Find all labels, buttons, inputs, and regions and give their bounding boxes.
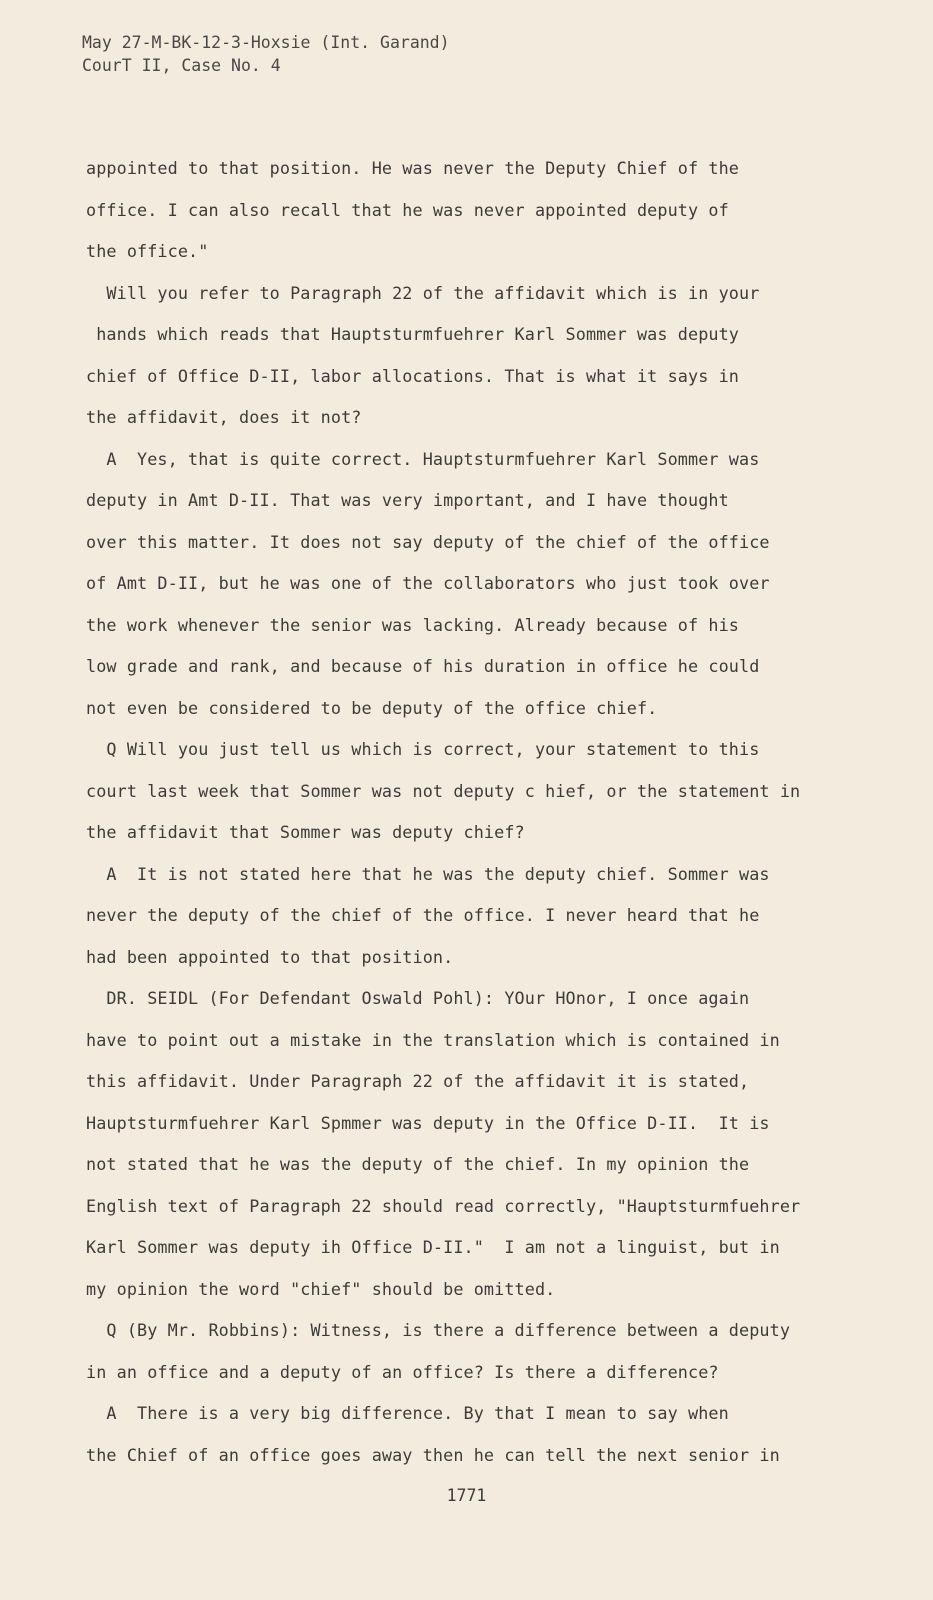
transcript-line: not stated that he was the deputy of the chief. In my opinion the <box>86 1154 750 1174</box>
transcript-line: of Amt D-II, but he was one of the collaborators who just took over <box>86 573 770 593</box>
transcript-line: the office." <box>86 241 209 261</box>
transcript-line: Hauptsturmfuehrer Karl Spmmer was deputy in the Office D-II. It is <box>86 1112 770 1133</box>
header-line-1: May 27-M-BK-12-3-Hoxsie (Int. Garand) <box>82 33 450 52</box>
transcript-line: Will you refer to Paragraph 22 of the affidavit which is in your <box>86 282 760 303</box>
transcript-line: appointed to that position. He was never the Deputy Chief of the <box>86 158 740 178</box>
transcript-line: have to point out a mistake in the translation which is contained in <box>86 1029 780 1050</box>
transcript-line: A Yes, that is quite correct. Hauptsturmfuehrer Karl Sommer was <box>86 448 760 469</box>
transcript-line: my opinion the word "chief" should be omitted. <box>86 1278 556 1299</box>
transcript-line: Q Will you just tell us which is correct, your statement to this <box>86 739 760 759</box>
transcript-line: hands which reads that Hauptsturmfuehrer Karl Sommer was deputy <box>86 324 740 344</box>
transcript-line: A It is not stated here that he was the deputy chief. Sommer was <box>86 863 770 884</box>
page-number: 1771 <box>446 1486 487 1505</box>
transcript-line: not even be considered to be deputy of the office chief. <box>86 697 658 718</box>
transcript-line: the affidavit, does it not? <box>86 407 362 427</box>
transcript-line: office. I can also recall that he was never appointed deputy of <box>86 199 729 220</box>
transcript-line: deputy in Amt D-II. That was very important, and I have thought <box>86 490 729 510</box>
transcript-line: the affidavit that Sommer was deputy chief? <box>86 822 525 842</box>
transcript-line: the work whenever the senior was lacking. Already because of his <box>86 614 740 635</box>
transcript-line: never the deputy of the chief of the office. I never heard that he <box>86 905 760 925</box>
transcript-line: chief of Office D-II, labor allocations. That is what it says in <box>86 365 740 386</box>
transcript-line: English text of Paragraph 22 should read correctly, "Hauptsturmfuehrer <box>86 1195 801 1216</box>
transcript-line: DR. SEIDL (For Defendant Oswald Pohl): YOur HOnor, I once again <box>86 988 750 1008</box>
document-header <box>82 31 450 77</box>
transcript-line: court last week that Sommer was not deputy c hief, or the statement in <box>86 780 801 801</box>
header-line-2: CourT II, Case No. 4 <box>82 56 281 75</box>
transcript-line: low grade and rank, and because of his duration in office he could <box>86 656 760 676</box>
transcript-line: Q (By Mr. Robbins): Witness, is there a difference between a deputy <box>86 1320 791 1340</box>
transcript-line: this affidavit. Under Paragraph 22 of the affidavit it is stated, <box>86 1071 750 1091</box>
transcript-line: Karl Sommer was deputy ih Office D-II." I am not a linguist, but in <box>86 1237 780 1257</box>
transcript-body <box>86 148 906 1476</box>
transcript-line: in an office and a deputy of an office? Is there a difference? <box>86 1361 719 1382</box>
transcript-line: over this matter. It does not say deputy of the chief of the office <box>86 531 770 552</box>
transcript-line: A There is a very big difference. By that I mean to say when <box>86 1403 729 1423</box>
transcript-line: had been appointed to that position. <box>86 946 454 967</box>
transcript-line: the Chief of an office goes away then he can tell the next senior in <box>86 1444 780 1465</box>
